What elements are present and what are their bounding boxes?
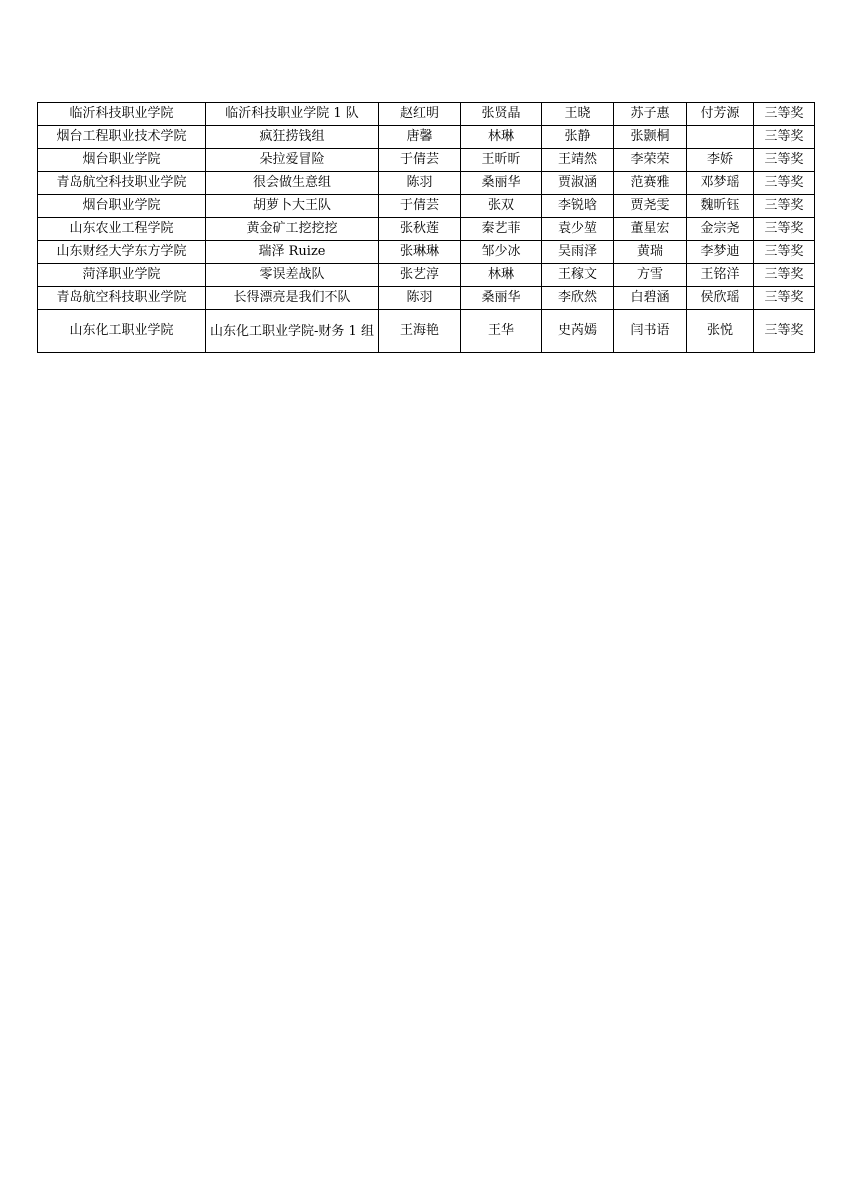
- member-cell: 张颢桐: [614, 126, 687, 149]
- member-cell: 吴雨泽: [542, 241, 614, 264]
- member-cell: 林琳: [461, 126, 542, 149]
- member-cell: 贾淑涵: [542, 172, 614, 195]
- member-cell: 史芮嫣: [542, 310, 614, 353]
- table-row: [38, 287, 815, 310]
- award-cell: 三等奖: [754, 195, 815, 218]
- school-cell: 菏泽职业学院: [38, 264, 206, 287]
- member-cell: 陈羽: [379, 287, 461, 310]
- team-cell: 胡萝卜大王队: [206, 195, 379, 218]
- member-cell: 李锐晗: [542, 195, 614, 218]
- member-cell: 邹少冰: [461, 241, 542, 264]
- school-cell: 山东农业工程学院: [38, 218, 206, 241]
- table-row: [38, 218, 815, 241]
- member-cell: 张秋莲: [379, 218, 461, 241]
- member-cell: 于倩芸: [379, 149, 461, 172]
- member-cell: 张悦: [687, 310, 754, 353]
- table-row: [38, 126, 815, 149]
- school-cell: 青岛航空科技职业学院: [38, 172, 206, 195]
- table-row: [38, 264, 815, 287]
- team-cell: 黄金矿工挖挖挖: [206, 218, 379, 241]
- school-cell: 临沂科技职业学院: [38, 103, 206, 126]
- table-row: [38, 103, 815, 126]
- member-cell: 王华: [461, 310, 542, 353]
- member-cell: 袁少堃: [542, 218, 614, 241]
- member-cell: 张静: [542, 126, 614, 149]
- award-cell: 三等奖: [754, 310, 815, 353]
- member-cell: 魏昕钰: [687, 195, 754, 218]
- award-cell: 三等奖: [754, 264, 815, 287]
- table-row: [38, 241, 815, 264]
- member-cell: 唐馨: [379, 126, 461, 149]
- team-cell: 临沂科技职业学院 1 队: [206, 103, 379, 126]
- member-cell: 方雪: [614, 264, 687, 287]
- member-cell: 白碧涵: [614, 287, 687, 310]
- table-row: [38, 172, 815, 195]
- member-cell: 王靖然: [542, 149, 614, 172]
- member-cell: 王昕昕: [461, 149, 542, 172]
- awards-table: [37, 102, 815, 353]
- team-cell: 很会做生意组: [206, 172, 379, 195]
- member-cell: [687, 126, 754, 149]
- member-cell: 贾尧雯: [614, 195, 687, 218]
- team-cell: 瑞泽 Ruize: [206, 241, 379, 264]
- member-cell: 邓梦瑶: [687, 172, 754, 195]
- school-cell: 烟台工程职业技术学院: [38, 126, 206, 149]
- member-cell: 闫书语: [614, 310, 687, 353]
- member-cell: 范赛雅: [614, 172, 687, 195]
- award-cell: 三等奖: [754, 287, 815, 310]
- member-cell: 付芳源: [687, 103, 754, 126]
- member-cell: 黄瑞: [614, 241, 687, 264]
- team-cell: 疯狂捞钱组: [206, 126, 379, 149]
- member-cell: 李欣然: [542, 287, 614, 310]
- award-cell: 三等奖: [754, 103, 815, 126]
- award-cell: 三等奖: [754, 241, 815, 264]
- member-cell: 张琳琳: [379, 241, 461, 264]
- member-cell: 董星宏: [614, 218, 687, 241]
- award-cell: 三等奖: [754, 218, 815, 241]
- member-cell: 于倩芸: [379, 195, 461, 218]
- member-cell: 李梦迪: [687, 241, 754, 264]
- member-cell: 桑丽华: [461, 287, 542, 310]
- member-cell: 李娇: [687, 149, 754, 172]
- member-cell: 张艺淳: [379, 264, 461, 287]
- school-cell: 山东财经大学东方学院: [38, 241, 206, 264]
- member-cell: 张双: [461, 195, 542, 218]
- school-cell: 青岛航空科技职业学院: [38, 287, 206, 310]
- member-cell: 陈羽: [379, 172, 461, 195]
- table-row: [38, 310, 815, 353]
- member-cell: 王晓: [542, 103, 614, 126]
- member-cell: 金宗尧: [687, 218, 754, 241]
- member-cell: 秦艺菲: [461, 218, 542, 241]
- member-cell: 桑丽华: [461, 172, 542, 195]
- award-cell: 三等奖: [754, 149, 815, 172]
- member-cell: 苏子惠: [614, 103, 687, 126]
- team-cell: 零误差战队: [206, 264, 379, 287]
- team-cell: 山东化工职业学院-财务 1 组: [206, 310, 379, 353]
- table-row: [38, 195, 815, 218]
- member-cell: 王铭洋: [687, 264, 754, 287]
- table-row: [38, 149, 815, 172]
- award-cell: 三等奖: [754, 126, 815, 149]
- member-cell: 赵红明: [379, 103, 461, 126]
- awards-table-body: [38, 103, 815, 353]
- team-cell: 长得漂亮是我们不队: [206, 287, 379, 310]
- member-cell: 李荣荣: [614, 149, 687, 172]
- school-cell: 山东化工职业学院: [38, 310, 206, 353]
- member-cell: 侯欣瑶: [687, 287, 754, 310]
- team-cell: 朵拉爱冒险: [206, 149, 379, 172]
- member-cell: 林琳: [461, 264, 542, 287]
- member-cell: 王稼文: [542, 264, 614, 287]
- member-cell: 张贤晶: [461, 103, 542, 126]
- school-cell: 烟台职业学院: [38, 149, 206, 172]
- member-cell: 王海艳: [379, 310, 461, 353]
- school-cell: 烟台职业学院: [38, 195, 206, 218]
- award-cell: 三等奖: [754, 172, 815, 195]
